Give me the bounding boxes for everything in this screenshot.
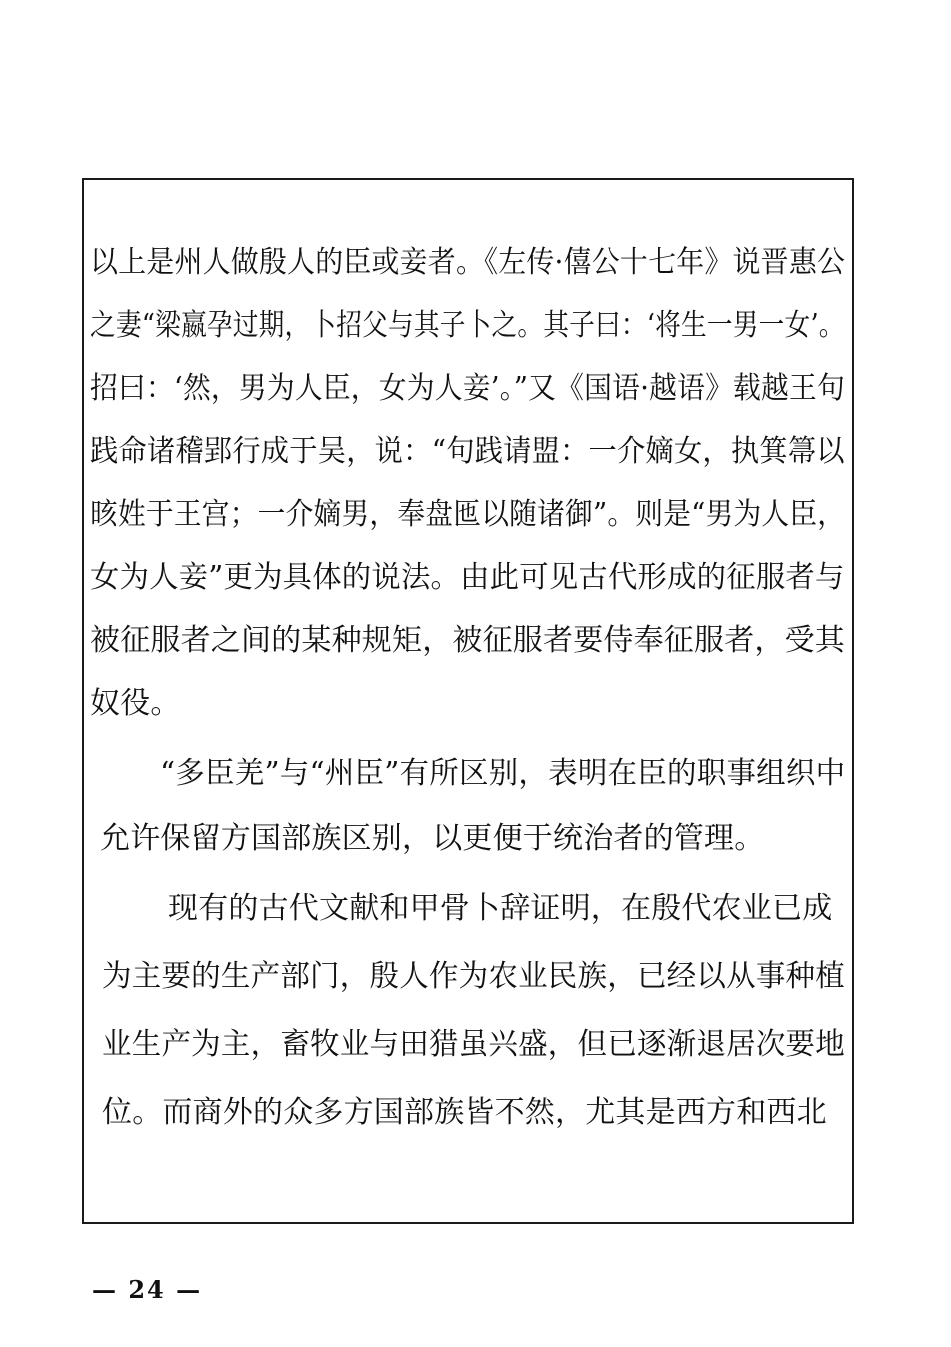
body-line-1: 以上是州人做殷人的臣或妾者。《左传·僖公十七年》说晋惠公	[90, 245, 846, 280]
body-line-3: 招曰：‘然，男为人臣，女为人妾’。”又《国语·越语》载越王句	[90, 371, 845, 406]
paragraph-2-line-2: 允许保留方国部族区别，以更便于统治者的管理。	[100, 821, 765, 856]
body-line-7: 被征服者之间的某种规矩，被征服者要侍奉征服者，受其	[90, 623, 845, 658]
body-line-4: 践命诸稽郢行成于吴，说：“句践请盟：一介嫡女，执箕箒以	[90, 434, 845, 469]
body-line-6: 女为人妾”更为具体的说法。由此可见古代形成的征服者与	[90, 560, 845, 595]
paragraph-3-line-1: 现有的古代文献和甲骨卜辞证明，在殷代农业已成	[168, 891, 833, 926]
body-line-8: 奴役。	[90, 686, 181, 721]
page-number: — 24 —	[92, 1275, 203, 1304]
paragraph-2-line-1: “多臣羌”与“州臣”有所区别，表明在臣的职事组织中	[160, 756, 846, 791]
paragraph-3-line-4: 位。而商外的众多方国部族皆不然，尤其是西方和西北	[102, 1095, 827, 1130]
paragraph-3-line-3: 业生产为主，畜牧业与田猎虽兴盛，但已逐渐退居次要地	[102, 1027, 845, 1062]
body-line-2: 之妻“梁嬴孕过期，卜招父与其子卜之。其子曰：‘将生一男一女’。	[90, 308, 845, 343]
paragraph-3-line-2: 为主要的生产部门，殷人作为农业民族，已经以从事种植	[102, 959, 845, 994]
body-line-5: 晐姓于王宫；一介嫡男，奉盘匜以随诸御”。则是“男为人臣，	[90, 497, 846, 532]
